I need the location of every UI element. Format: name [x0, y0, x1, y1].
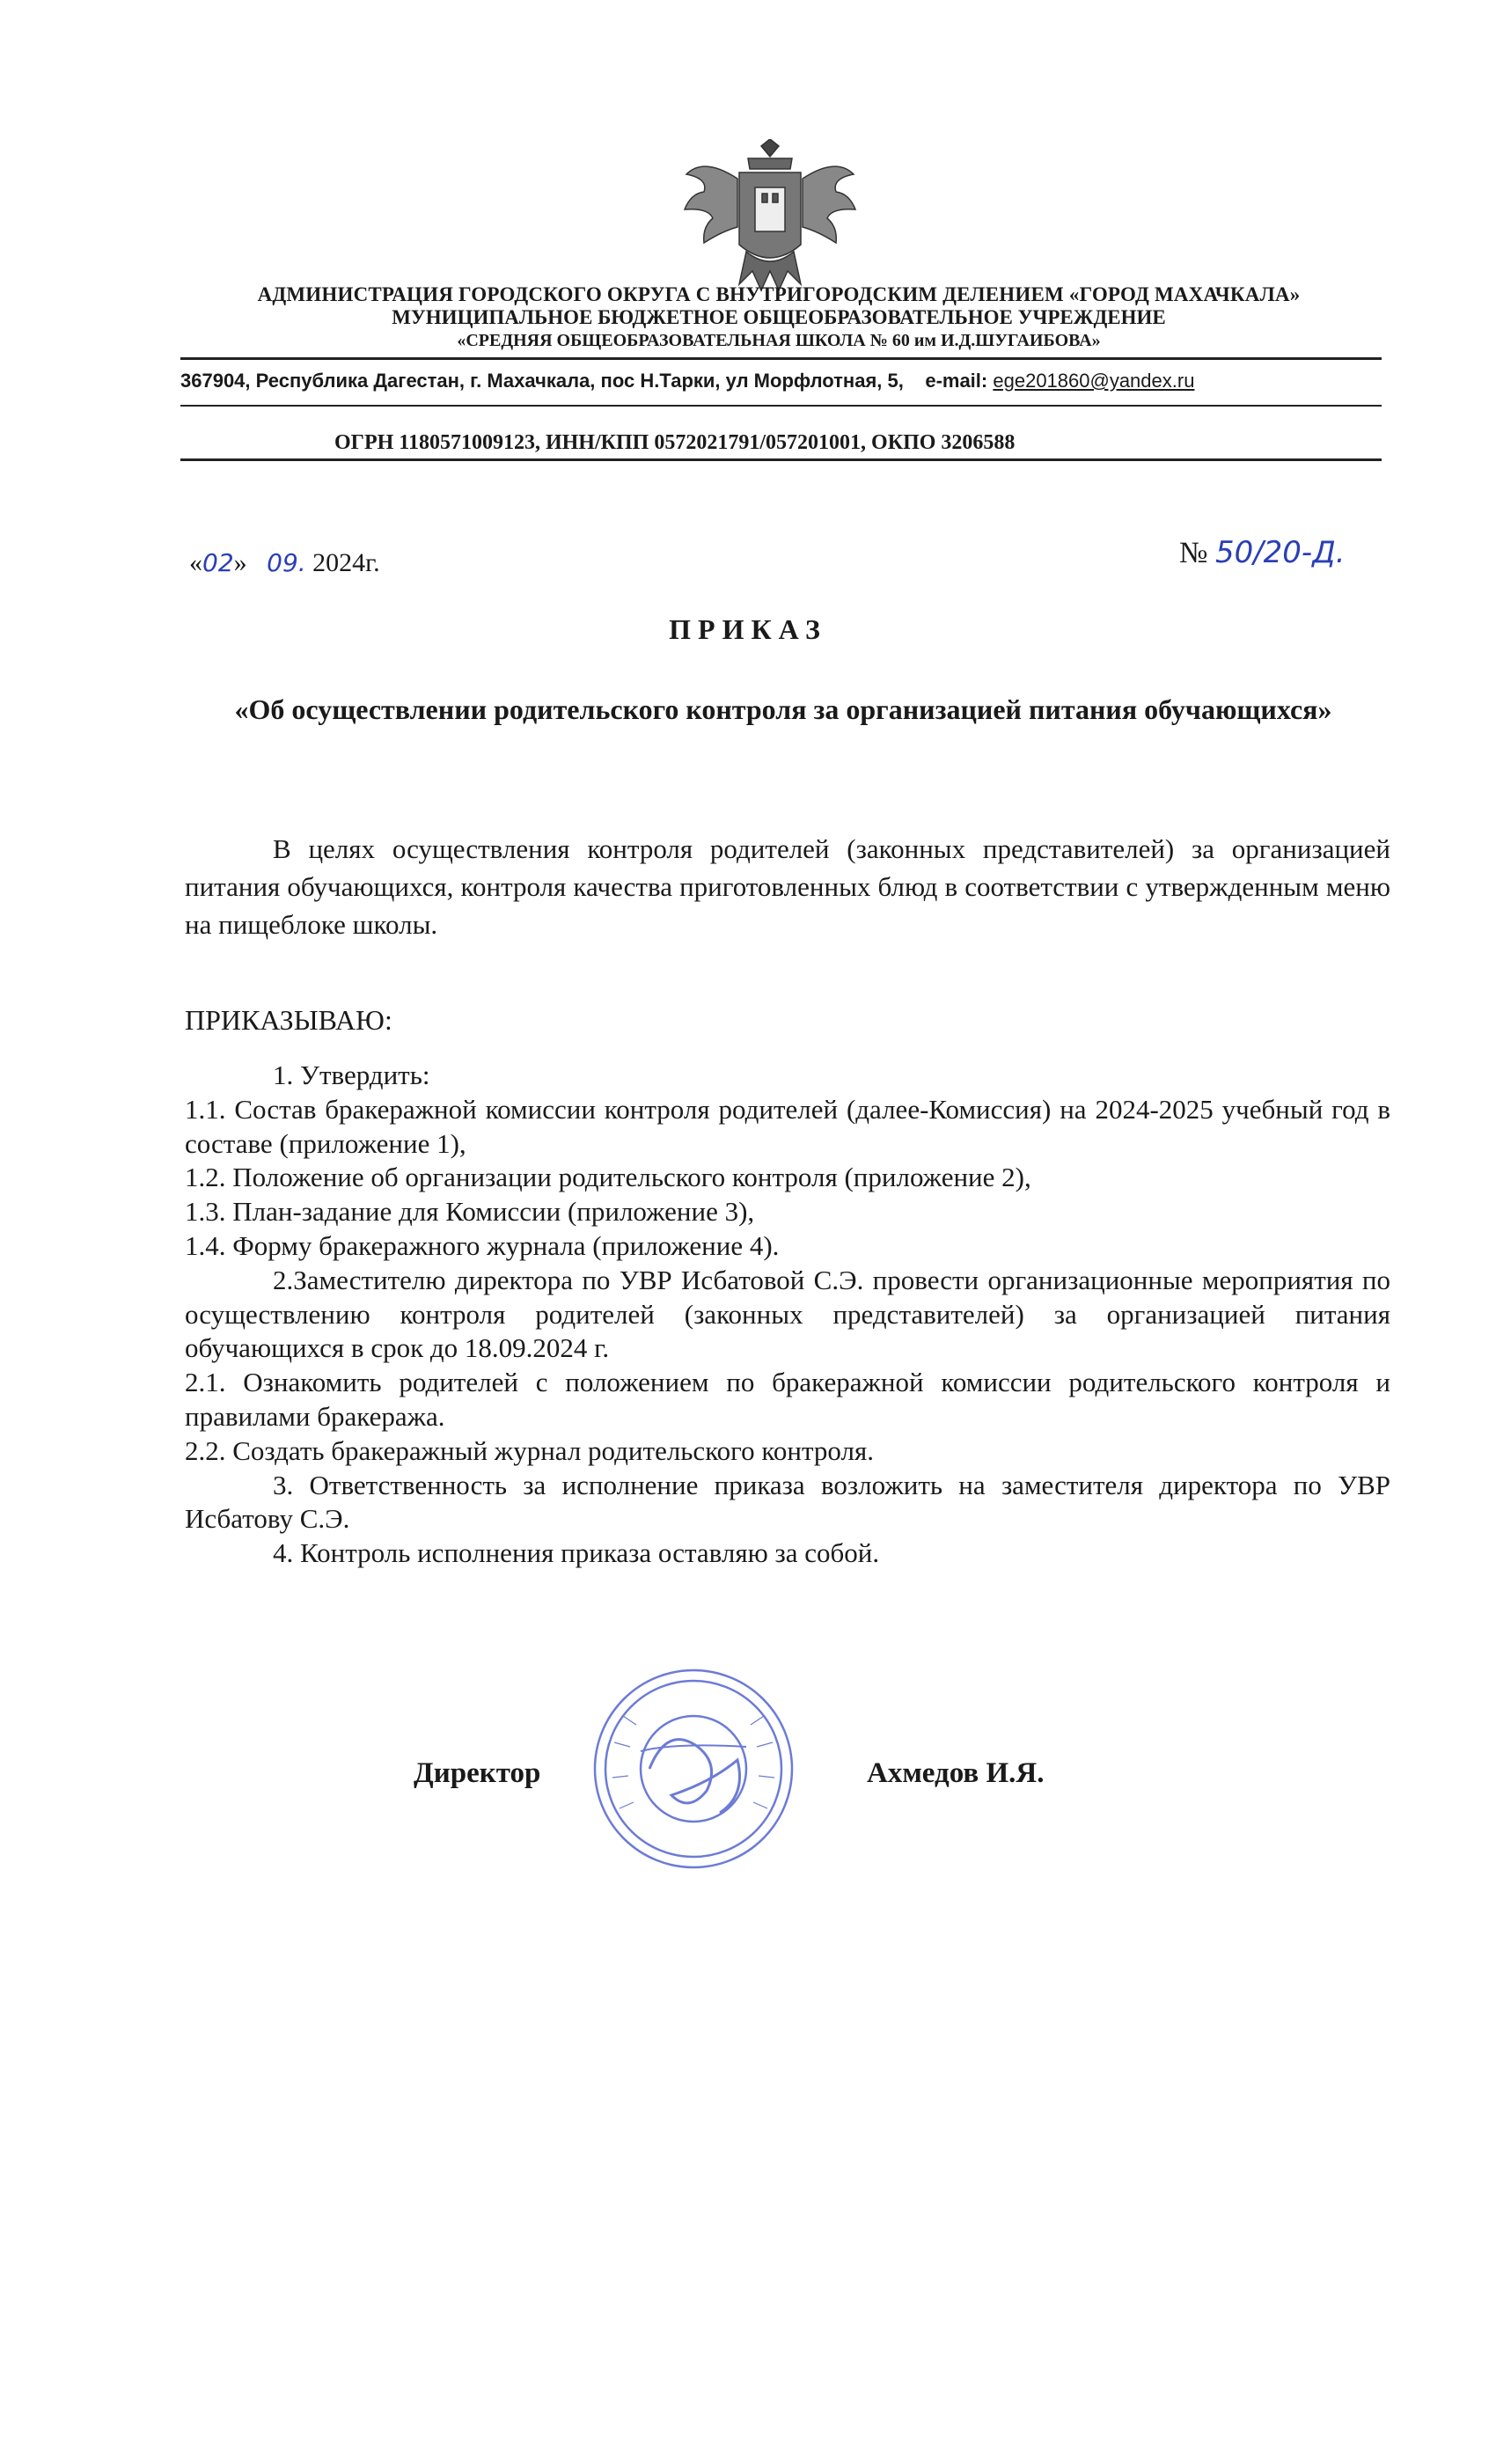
header-divider-middle [180, 405, 1382, 407]
list-item: 4. Контроль исполнения приказа оставляю за собой. [273, 1537, 880, 1569]
list-item: 1.3. План-задание для Комиссии (приложение 3), [185, 1196, 755, 1228]
coat-of-arms-icon [678, 139, 862, 297]
date-day-handwritten: 02 [202, 548, 234, 577]
list-item: 2.Заместителю директора по УВР Исбатовой С.Э. провести организационные мероприятия по осуществлению контроля родителей (законных представителей) за организацией питания обучающихся в срок до 18.09.2024 г. [185, 1264, 1390, 1364]
signature-name: Ахмедов И.Я. [867, 1757, 1045, 1789]
header-administration-line: АДМИНИСТРАЦИЯ ГОРОДСКОГО ОКРУГА С ВНУТРИГОРОДСКИМ ДЕЛЕНИЕМ «ГОРОД МАХАЧКАЛА» [257, 283, 1301, 305]
header-divider-bottom [180, 458, 1382, 461]
list-item: 2.1. Ознакомить родителей с положением по бракеражной комиссии родительского контроля и правилами бракеража. [185, 1367, 1390, 1432]
header-address [180, 370, 1194, 392]
order-date [189, 548, 380, 578]
header-school-name-line: «СРЕДНЯЯ ОБЩЕОБРАЗОВАТЕЛЬНАЯ ШКОЛА № 60 им И.Д.ШУГАИБОВА» [457, 331, 1101, 350]
header-registry-numbers: ОГРН 1180571009123, ИНН/КПП 0572021791/057201001, ОКПО 3206588 [334, 431, 1016, 454]
decree-heading: ПРИКАЗЫВАЮ: [185, 1004, 392, 1036]
date-month-handwritten: 09. [267, 548, 306, 577]
document-title: ПРИКАЗ [669, 613, 827, 645]
date-open-quote: « [189, 548, 202, 577]
order-subject: «Об осуществлении родительского контроля за организацией питания обучающихся» [234, 693, 1332, 725]
list-item: 1. Утвердить: [273, 1060, 430, 1090]
email-label: e-mail: [925, 370, 988, 392]
date-year: 2024г. [312, 548, 380, 577]
school-seal-stamp-icon [588, 1663, 799, 1874]
email-link[interactable]: ege201860@yandex.ru [993, 370, 1195, 392]
list-item: 1.4. Форму бракеражного журнала (приложение 4). [185, 1229, 780, 1261]
intro-paragraph: В целях осуществления контроля родителей (законных представителей) за организацией питания обучающихся, контроля качества приготовленных блюд в соответствии с утвержденным меню на пищеблоке школы. [185, 833, 1390, 940]
order-items-list [185, 1059, 1390, 1571]
order-number-handwritten: 50/20-Д. [1214, 535, 1346, 570]
header-divider-top [180, 357, 1382, 360]
signature-position: Директор [414, 1757, 541, 1789]
list-item: 2.2. Создать бракеражный журнал родительского контроля. [185, 1434, 874, 1466]
number-sign: № [1179, 537, 1208, 569]
list-item: 1.1. Состав бракеражной комиссии контроля родителей (далее-Комиссия) на 2024-2025 учебный год в составе (приложение 1), [185, 1093, 1390, 1159]
list-item: 1.2. Положение об организации родительского контроля (приложение 2), [185, 1162, 1031, 1193]
address-text: 367904, Республика Дагестан, г. Махачкала, пос Н.Тарки, ул Морфлотная, 5, [180, 370, 904, 392]
list-item: 3. Ответственность за исполнение приказа возложить на заместителя директора по УВР Исбатову С.Э. [185, 1469, 1390, 1535]
order-number [1179, 535, 1346, 570]
header-institution-type-line: МУНИЦИПАЛЬНОЕ БЮДЖЕТНОЕ ОБЩЕОБРАЗОВАТЕЛЬНОЕ УЧРЕЖДЕНИЕ [392, 306, 1166, 328]
date-close-quote: » [233, 548, 247, 577]
